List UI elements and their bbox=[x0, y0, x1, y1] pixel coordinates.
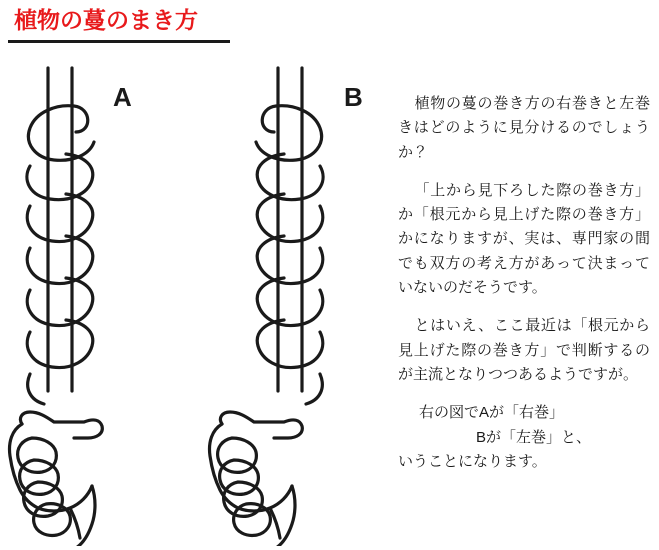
explanation-text-column bbox=[398, 92, 650, 474]
paragraph-4-line-1: 右の図でAが「右巻」 bbox=[419, 404, 565, 422]
vine-diagram-svg bbox=[0, 46, 395, 546]
page-title: 植物の蔓のまき方 bbox=[14, 7, 198, 33]
figure-a-group bbox=[10, 68, 103, 546]
paragraph-3: とはいえ、ここ最近は「根元から見上げた際の巻き方」で判断するのが主流となりつつあるようですが。 bbox=[398, 317, 650, 383]
paragraph-4-line-2: Bが「左巻」と、 bbox=[476, 428, 592, 446]
paragraph-2: 「上から見下ろした際の巻き方」か「根元から見上げた際の巻き方」かになりますが、実は、専門家の間でも双方の考え方があって決まっていないのだそうです。 bbox=[398, 181, 650, 297]
paragraph-4-line-3: いうことになります。 bbox=[398, 452, 547, 470]
paragraph-1: 植物の蔓の巻き方の右巻きと左巻きはどのように見分けるのでしょうか？ bbox=[398, 95, 650, 161]
figure-a-label: A bbox=[113, 82, 132, 112]
paragraph-4 bbox=[398, 401, 650, 474]
figure-b-group bbox=[210, 68, 324, 546]
figure-b-label: B bbox=[344, 82, 363, 112]
title-underline-divider bbox=[8, 40, 230, 43]
vine-diagram bbox=[0, 46, 395, 546]
